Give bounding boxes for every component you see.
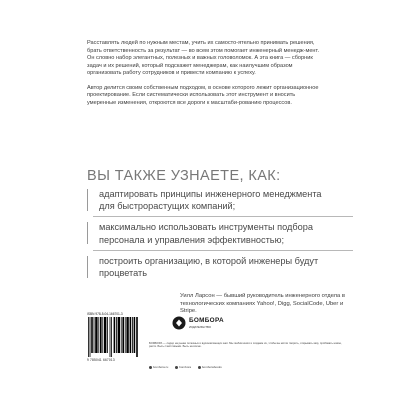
list-item-text: максимально использовать инструменты подбора персонала и управления эффективностью; <box>99 222 313 245</box>
publisher-tagline: ИЗДАТЕЛЬСТВО <box>189 325 212 329</box>
social-link-label: bomborabooks <box>201 365 222 369</box>
section-heading: ВЫ ТАКЖЕ УЗНАЕТЕ, КАК: <box>87 168 281 184</box>
globe-icon <box>149 366 152 369</box>
publisher-description: БОМБОРА — лидер на рынке полезных и вдохновляющих книг. Мы любим книги и создаем их, чтобы вы могли творить, открывать мир, пробовать новое, расти. Быть счастливыми. Быть на волне. <box>149 342 342 349</box>
intro-paragraph: Автор делится своим собственным подходом, в основе которого лежит организационное проектирование. Если систематически использовать этот инструмент и вносить умеренные изменения, откроются все дороги к масштаби-рованию процессов. <box>87 84 319 106</box>
divider <box>93 250 353 251</box>
intro-paragraph: Расставлять людей по нужным местам, учить их самосто-ятельно принимать решения, брать ответственность за результат — во всем этом помогает инженерный менедж-мент. Он словно набор элегантных, полезных и важных головоломок. А эта книга — сборник задач и их решений, который подскажет менеджерам, как наилучшим образом организовать работу сотрудников и привести компанию к успеху. <box>87 40 320 76</box>
barcode-block <box>87 312 139 368</box>
publisher-logo <box>172 314 228 336</box>
social-links <box>149 365 228 369</box>
telegram-icon <box>198 366 201 369</box>
intro-text <box>87 40 325 114</box>
divider <box>93 216 353 217</box>
list-marker <box>87 256 88 278</box>
list-marker <box>87 189 88 211</box>
bombora-logo-icon <box>172 316 186 330</box>
publisher-name: БОМБОРА <box>189 317 224 324</box>
vk-icon <box>175 366 178 369</box>
social-link-label: bombora.ru <box>153 365 169 369</box>
social-link[interactable] <box>175 365 191 369</box>
barcode-number: 9 785041 667013 <box>87 358 115 362</box>
benefits-list <box>87 188 337 279</box>
barcode-icon <box>88 317 138 357</box>
list-item-text: построить организацию, в которой инженеры будут процветать <box>99 255 319 279</box>
list-item-text: адаптировать принципы инженерного менеджмента для быстрорастущих компаний; <box>99 189 322 212</box>
social-link[interactable] <box>149 365 168 369</box>
list-item <box>87 221 337 250</box>
social-link-label: bombora <box>179 365 192 369</box>
list-item <box>87 188 337 217</box>
list-item <box>87 255 337 279</box>
isbn-text: ISBN 978-5-04-166701-3 <box>87 312 123 316</box>
social-link[interactable] <box>198 365 222 369</box>
author-bio: Уилл Ларсон — бывший руководитель инженерного отдела в технологических компаниях Yahoo!, Digg, SocialCode, Uber и Stripe. <box>180 293 345 315</box>
list-marker <box>87 222 88 244</box>
